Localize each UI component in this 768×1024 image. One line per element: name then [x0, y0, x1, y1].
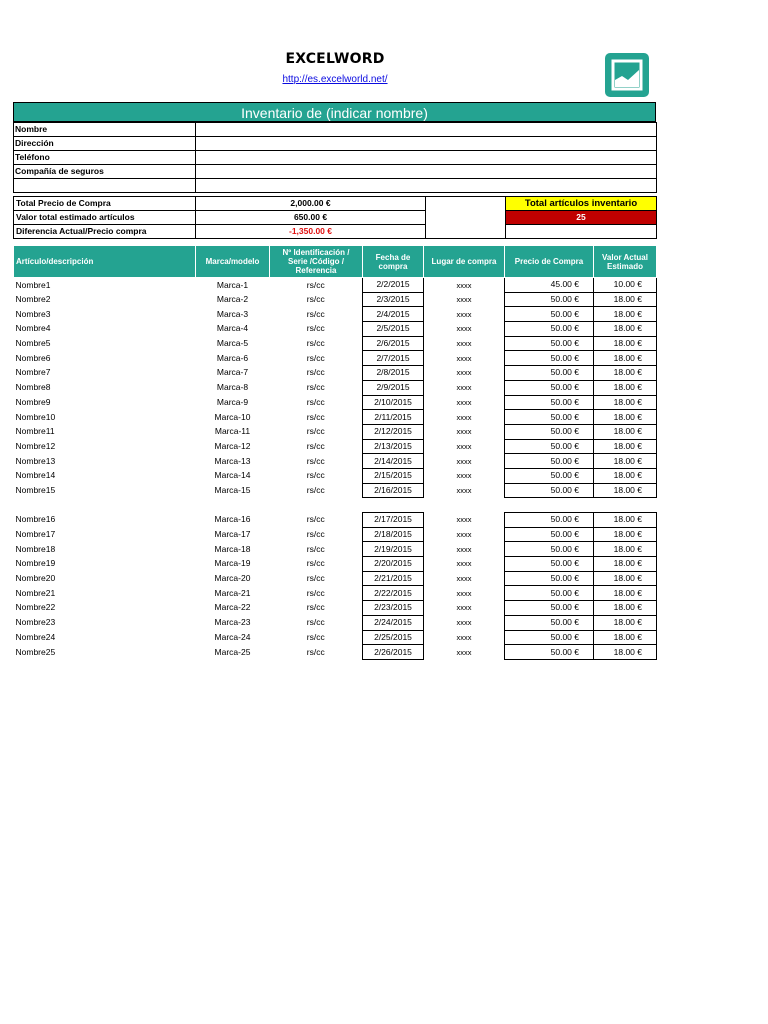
brand-cell[interactable]: Marca-18: [214, 543, 251, 554]
serial-cell[interactable]: rs/cc: [306, 352, 325, 363]
current-value-cell[interactable]: 18.00 €: [594, 527, 657, 542]
brand-cell[interactable]: Marca-1: [216, 279, 249, 290]
area-chart-icon[interactable]: [605, 53, 649, 97]
info-row-telefono: [14, 151, 657, 165]
info-label: Teléfono: [14, 151, 196, 165]
table-row: [14, 557, 657, 572]
brand-cell[interactable]: Marca-4: [216, 323, 249, 334]
brand-cell[interactable]: Marca-13: [214, 455, 251, 466]
current-value-cell[interactable]: 18.00 €: [594, 351, 657, 366]
current-value-cell[interactable]: 18.00 €: [594, 307, 657, 322]
brand-cell[interactable]: Marca-9: [216, 396, 249, 407]
purchase-price-cell[interactable]: 50.00 €: [505, 615, 594, 630]
serial-cell[interactable]: rs/cc: [306, 631, 325, 642]
date-cell[interactable]: 2/24/2015: [363, 615, 424, 630]
date-cell[interactable]: 2/18/2015: [363, 527, 424, 542]
date-cell[interactable]: 2/9/2015: [363, 380, 424, 395]
brand-cell[interactable]: Marca-11: [214, 426, 251, 437]
info-blank-cell: [14, 179, 196, 193]
brand-cell[interactable]: Marca-6: [216, 352, 249, 363]
table-row: [14, 322, 657, 337]
owner-info-table: [13, 122, 657, 193]
table-row: [14, 395, 657, 410]
place-cell[interactable]: xxxx: [456, 559, 472, 569]
info-label: Dirección: [14, 137, 196, 151]
table-row: [14, 380, 657, 395]
brand-cell[interactable]: Marca-12: [214, 440, 251, 451]
place-cell[interactable]: xxxx: [456, 485, 472, 495]
inventory-rows-group-1: [14, 278, 657, 498]
purchase-price-cell[interactable]: 50.00 €: [505, 586, 594, 601]
info-value-cell[interactable]: [196, 165, 657, 179]
place-cell[interactable]: xxxx: [456, 339, 472, 349]
brand-cell[interactable]: Marca-21: [214, 587, 251, 598]
table-row: [14, 439, 657, 454]
date-cell[interactable]: 2/15/2015: [363, 468, 424, 483]
date-cell[interactable]: 2/14/2015: [363, 454, 424, 469]
brand-cell[interactable]: Marca-3: [216, 308, 249, 319]
current-value-cell[interactable]: 18.00 €: [594, 542, 657, 557]
info-row-direccion: [14, 137, 657, 151]
brand-cell[interactable]: Marca-23: [214, 617, 251, 628]
date-cell[interactable]: 2/17/2015: [363, 513, 424, 528]
current-value-cell[interactable]: 18.00 €: [594, 424, 657, 439]
place-cell[interactable]: xxxx: [456, 456, 472, 466]
item-name-cell[interactable]: Nombre16: [15, 514, 56, 525]
place-cell[interactable]: xxxx: [456, 383, 472, 393]
current-value-cell[interactable]: 18.00 €: [594, 645, 657, 660]
purchase-price-cell[interactable]: 50.00 €: [505, 454, 594, 469]
item-name-cell[interactable]: Nombre7: [15, 367, 51, 378]
purchase-price-cell[interactable]: 50.00 €: [505, 601, 594, 616]
purchase-price-cell[interactable]: 50.00 €: [505, 527, 594, 542]
col-header-marca[interactable]: Marca/modelo: [196, 246, 270, 278]
summary-empty-cell: [506, 225, 657, 239]
date-cell[interactable]: 2/20/2015: [363, 557, 424, 572]
place-cell[interactable]: xxxx: [456, 412, 472, 422]
current-value-cell[interactable]: 18.00 €: [594, 513, 657, 528]
table-header-row: [14, 246, 657, 278]
summary-spacer: [426, 211, 506, 225]
date-cell[interactable]: 2/5/2015: [363, 322, 424, 337]
item-name-cell[interactable]: Nombre25: [15, 646, 56, 657]
purchase-price-cell[interactable]: 45.00 €: [505, 278, 594, 293]
date-cell[interactable]: 2/21/2015: [363, 571, 424, 586]
serial-cell[interactable]: rs/cc: [306, 382, 325, 393]
item-name-cell[interactable]: Nombre22: [15, 602, 56, 613]
brand-cell[interactable]: Marca-17: [214, 529, 251, 540]
item-name-cell[interactable]: Nombre11: [15, 426, 55, 437]
item-name-cell[interactable]: Nombre5: [15, 338, 51, 349]
date-cell[interactable]: 2/25/2015: [363, 630, 424, 645]
table-row: [14, 513, 657, 528]
item-name-cell[interactable]: Nombre12: [15, 440, 56, 451]
place-cell[interactable]: xxxx: [456, 397, 472, 407]
current-value-cell[interactable]: 18.00 €: [594, 615, 657, 630]
current-value-cell[interactable]: 18.00 €: [594, 454, 657, 469]
table-row: [14, 483, 657, 498]
item-name-cell[interactable]: Nombre17: [15, 529, 56, 540]
item-name-cell[interactable]: Nombre9: [15, 396, 51, 407]
purchase-price-cell[interactable]: 50.00 €: [505, 395, 594, 410]
serial-cell[interactable]: rs/cc: [306, 455, 325, 466]
table-row: [14, 615, 657, 630]
current-value-cell[interactable]: 18.00 €: [594, 483, 657, 498]
item-name-cell[interactable]: Nombre15: [15, 484, 56, 495]
table-row: [14, 424, 657, 439]
purchase-price-cell[interactable]: 50.00 €: [505, 292, 594, 307]
table-row: [14, 542, 657, 557]
serial-cell[interactable]: rs/cc: [306, 294, 325, 305]
serial-cell[interactable]: rs/cc: [306, 617, 325, 628]
info-row-blank: [14, 179, 657, 193]
place-cell[interactable]: xxxx: [456, 324, 472, 334]
date-cell[interactable]: 2/19/2015: [363, 542, 424, 557]
brand-cell[interactable]: Marca-5: [216, 338, 249, 349]
serial-cell[interactable]: rs/cc: [306, 514, 325, 525]
item-name-cell[interactable]: Nombre18: [15, 543, 56, 554]
item-name-cell[interactable]: Nombre2: [15, 294, 51, 305]
serial-cell[interactable]: rs/cc: [306, 308, 325, 319]
serial-cell[interactable]: rs/cc: [306, 411, 325, 422]
place-cell[interactable]: xxxx: [456, 280, 472, 290]
summary-row-diferencia: [14, 225, 657, 239]
serial-cell[interactable]: rs/cc: [306, 396, 325, 407]
inventory-sheet: [13, 102, 656, 660]
purchase-price-cell[interactable]: 50.00 €: [505, 468, 594, 483]
purchase-price-cell[interactable]: 50.00 €: [505, 366, 594, 381]
current-value-cell[interactable]: 18.00 €: [594, 630, 657, 645]
gap-row: [14, 498, 657, 513]
place-cell[interactable]: xxxx: [456, 632, 472, 642]
item-name-cell[interactable]: Nombre23: [15, 617, 56, 628]
purchase-price-cell[interactable]: 50.00 €: [505, 542, 594, 557]
item-name-cell[interactable]: Nombre8: [15, 382, 51, 393]
brand-title: EXCELWORD: [285, 51, 385, 67]
current-value-cell[interactable]: 18.00 €: [594, 322, 657, 337]
purchase-price-cell[interactable]: 50.00 €: [505, 557, 594, 572]
current-value-cell[interactable]: 18.00 €: [594, 557, 657, 572]
table-row: [14, 351, 657, 366]
info-label: Compañía de seguros: [14, 165, 196, 179]
purchase-price-cell[interactable]: 50.00 €: [505, 307, 594, 322]
purchase-price-cell[interactable]: 50.00 €: [505, 351, 594, 366]
place-cell[interactable]: xxxx: [456, 574, 472, 584]
table-row: [14, 410, 657, 425]
brand-cell[interactable]: Marca-10: [214, 411, 251, 422]
brand-cell[interactable]: Marca-7: [216, 367, 249, 378]
sheet-title: Inventario de (indicar nombre): [13, 102, 656, 122]
item-name-cell[interactable]: Nombre21: [15, 587, 56, 598]
purchase-price-cell[interactable]: 50.00 €: [505, 424, 594, 439]
date-cell[interactable]: 2/2/2015: [363, 278, 424, 293]
info-blank-cell: [196, 179, 657, 193]
summary-row-valor: [14, 211, 657, 225]
serial-cell[interactable]: rs/cc: [306, 279, 325, 290]
purchase-price-cell[interactable]: 50.00 €: [505, 645, 594, 660]
brand-cell[interactable]: Marca-15: [214, 484, 251, 495]
table-row: [14, 292, 657, 307]
place-cell[interactable]: xxxx: [456, 647, 472, 657]
current-value-cell[interactable]: 18.00 €: [594, 292, 657, 307]
table-row: [14, 278, 657, 293]
serial-cell[interactable]: rs/cc: [306, 543, 325, 554]
serial-cell[interactable]: rs/cc: [306, 587, 325, 598]
date-cell[interactable]: 2/12/2015: [363, 424, 424, 439]
valor-value: 650.00 €: [196, 211, 426, 225]
table-row: [14, 527, 657, 542]
col-header-identificacion[interactable]: Nº Identificación / Serie /Código / Referencia: [270, 246, 363, 278]
serial-cell[interactable]: rs/cc: [306, 440, 325, 451]
item-name-cell[interactable]: Nombre13: [15, 455, 56, 466]
brand-cell[interactable]: Marca-25: [214, 646, 251, 657]
place-cell[interactable]: xxxx: [456, 309, 472, 319]
info-row-nombre: [14, 123, 657, 137]
brand-cell[interactable]: Marca-8: [216, 382, 249, 393]
info-value-cell[interactable]: [196, 123, 657, 137]
serial-cell[interactable]: rs/cc: [306, 529, 325, 540]
item-name-cell[interactable]: Nombre19: [15, 558, 56, 569]
current-value-cell[interactable]: 18.00 €: [594, 439, 657, 454]
current-value-cell[interactable]: 18.00 €: [594, 380, 657, 395]
item-name-cell[interactable]: Nombre10: [15, 411, 56, 422]
summary-table: [13, 196, 657, 239]
diferencia-label: Diferencia Actual/Precio compra: [14, 225, 196, 239]
item-name-cell[interactable]: Nombre3: [15, 308, 51, 319]
date-cell[interactable]: 2/8/2015: [363, 366, 424, 381]
date-cell[interactable]: 2/23/2015: [363, 601, 424, 616]
purchase-price-cell[interactable]: 50.00 €: [505, 322, 594, 337]
brand-cell[interactable]: Marca-20: [214, 573, 251, 584]
date-cell[interactable]: 2/16/2015: [363, 483, 424, 498]
item-name-cell[interactable]: Nombre6: [15, 352, 51, 363]
table-row: [14, 468, 657, 483]
item-name-cell[interactable]: Nombre24: [15, 631, 56, 642]
date-cell[interactable]: 2/3/2015: [363, 292, 424, 307]
date-cell[interactable]: 2/22/2015: [363, 586, 424, 601]
table-row: [14, 454, 657, 469]
place-cell[interactable]: xxxx: [456, 544, 472, 554]
brand-cell[interactable]: Marca-22: [214, 602, 251, 613]
table-row: [14, 571, 657, 586]
item-name-cell[interactable]: Nombre4: [15, 323, 51, 334]
table-row: [14, 645, 657, 660]
place-cell[interactable]: xxxx: [456, 353, 472, 363]
table-row: [14, 630, 657, 645]
brand-cell[interactable]: Marca-24: [214, 631, 251, 642]
col-header-fecha[interactable]: Fecha de compra: [363, 246, 424, 278]
item-name-cell[interactable]: Nombre20: [15, 573, 56, 584]
website-link[interactable]: http://es.excelworld.net/: [282, 74, 388, 85]
table-row: [14, 601, 657, 616]
total-compra-label: Total Precio de Compra: [14, 197, 196, 211]
place-cell[interactable]: xxxx: [456, 471, 472, 481]
col-header-valor[interactable]: Valor Actual Estimado: [594, 246, 657, 278]
current-value-cell[interactable]: 18.00 €: [594, 410, 657, 425]
serial-cell[interactable]: rs/cc: [306, 323, 325, 334]
place-cell[interactable]: xxxx: [456, 515, 472, 525]
serial-cell[interactable]: rs/cc: [306, 484, 325, 495]
purchase-price-cell[interactable]: 50.00 €: [505, 410, 594, 425]
info-value-cell[interactable]: [196, 151, 657, 165]
purchase-price-cell[interactable]: 50.00 €: [505, 571, 594, 586]
place-cell[interactable]: xxxx: [456, 427, 472, 437]
info-value-cell[interactable]: [196, 137, 657, 151]
inventory-table: [13, 245, 657, 660]
total-articulos-value: 25: [506, 211, 657, 225]
table-row: [14, 307, 657, 322]
date-cell[interactable]: 2/11/2015: [363, 410, 424, 425]
serial-cell[interactable]: rs/cc: [306, 646, 325, 657]
place-cell[interactable]: xxxx: [456, 588, 472, 598]
place-cell[interactable]: xxxx: [456, 368, 472, 378]
brand-cell[interactable]: Marca-2: [216, 294, 249, 305]
purchase-price-cell[interactable]: 50.00 €: [505, 630, 594, 645]
date-cell[interactable]: 2/26/2015: [363, 645, 424, 660]
purchase-price-cell[interactable]: 50.00 €: [505, 439, 594, 454]
diferencia-value: -1,350.00 €: [196, 225, 426, 239]
current-value-cell[interactable]: 10.00 €: [594, 278, 657, 293]
purchase-price-cell[interactable]: 50.00 €: [505, 483, 594, 498]
col-header-lugar[interactable]: Lugar de compra: [424, 246, 505, 278]
place-cell[interactable]: xxxx: [456, 603, 472, 613]
place-cell[interactable]: xxxx: [456, 530, 472, 540]
serial-cell[interactable]: rs/cc: [306, 338, 325, 349]
serial-cell[interactable]: rs/cc: [306, 558, 325, 569]
current-value-cell[interactable]: 18.00 €: [594, 395, 657, 410]
item-name-cell[interactable]: Nombre14: [15, 470, 56, 481]
table-row: [14, 336, 657, 351]
serial-cell[interactable]: rs/cc: [306, 426, 325, 437]
place-cell[interactable]: xxxx: [456, 295, 472, 305]
purchase-price-cell[interactable]: 50.00 €: [505, 380, 594, 395]
current-value-cell[interactable]: 18.00 €: [594, 601, 657, 616]
item-name-cell[interactable]: Nombre1: [15, 279, 51, 290]
serial-cell[interactable]: rs/cc: [306, 470, 325, 481]
current-value-cell[interactable]: 18.00 €: [594, 336, 657, 351]
gap-cell: [14, 498, 657, 513]
serial-cell[interactable]: rs/cc: [306, 602, 325, 613]
table-row: [14, 586, 657, 601]
current-value-cell[interactable]: 18.00 €: [594, 468, 657, 483]
table-row: [14, 366, 657, 381]
info-row-seguros: [14, 165, 657, 179]
summary-row-total-compra: [14, 197, 657, 211]
current-value-cell[interactable]: 18.00 €: [594, 586, 657, 601]
info-label: Nombre: [14, 123, 196, 137]
place-cell[interactable]: xxxx: [456, 441, 472, 451]
brand-cell[interactable]: Marca-14: [214, 470, 251, 481]
total-articulos-label: Total artículos inventario: [506, 197, 657, 211]
date-cell[interactable]: 2/10/2015: [363, 395, 424, 410]
current-value-cell[interactable]: 18.00 €: [594, 571, 657, 586]
serial-cell[interactable]: rs/cc: [306, 367, 325, 378]
date-cell[interactable]: 2/4/2015: [363, 307, 424, 322]
page-gap: [14, 498, 657, 513]
col-header-precio[interactable]: Precio de Compra: [505, 246, 594, 278]
inventory-rows-group-2: [14, 513, 657, 660]
brand-cell[interactable]: Marca-19: [214, 558, 251, 569]
col-header-articulo[interactable]: Artículo/descripción: [14, 246, 196, 278]
serial-cell[interactable]: rs/cc: [306, 573, 325, 584]
date-cell[interactable]: 2/7/2015: [363, 351, 424, 366]
current-value-cell[interactable]: 18.00 €: [594, 366, 657, 381]
place-cell[interactable]: xxxx: [456, 618, 472, 628]
purchase-price-cell[interactable]: 50.00 €: [505, 336, 594, 351]
summary-spacer: [426, 225, 506, 239]
valor-label: Valor total estimado artículos: [14, 211, 196, 225]
summary-spacer: [426, 197, 506, 211]
purchase-price-cell[interactable]: 50.00 €: [505, 513, 594, 528]
brand-cell[interactable]: Marca-16: [214, 514, 251, 525]
date-cell[interactable]: 2/6/2015: [363, 336, 424, 351]
date-cell[interactable]: 2/13/2015: [363, 439, 424, 454]
total-compra-value: 2,000.00 €: [196, 197, 426, 211]
